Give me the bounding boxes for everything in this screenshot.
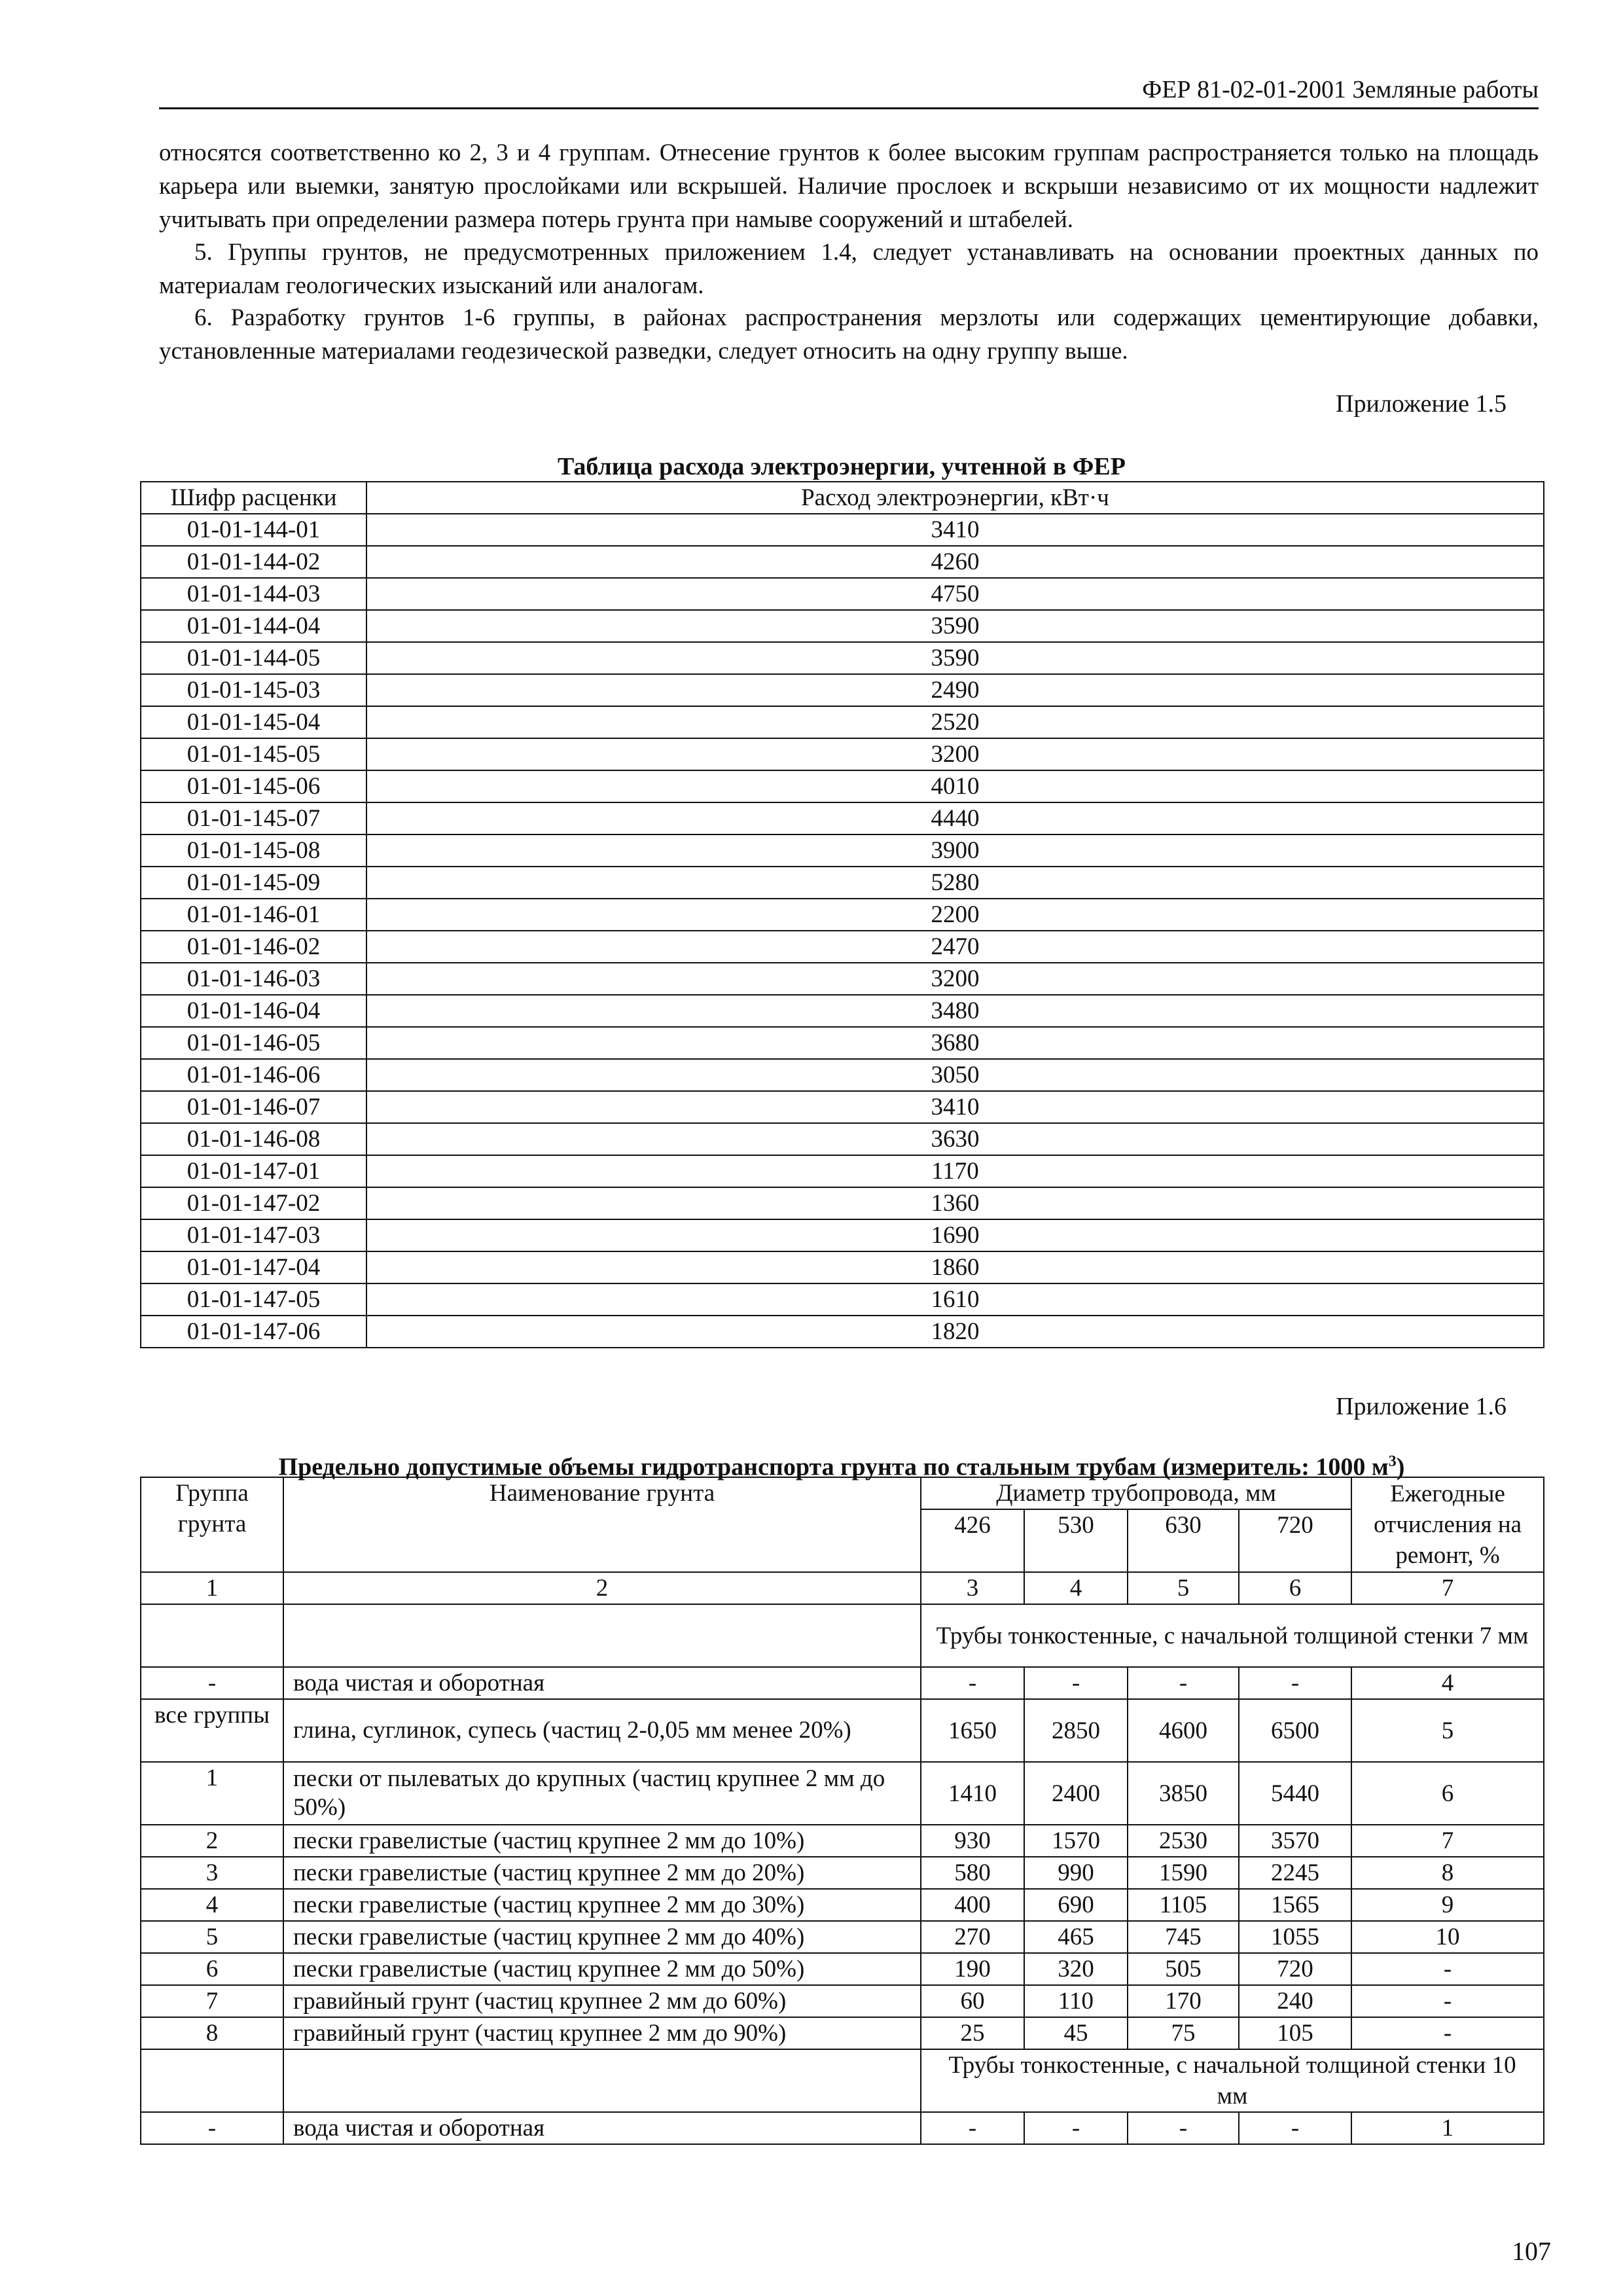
d426-cell: 25 xyxy=(921,2017,1024,2049)
d426-cell: - xyxy=(921,2112,1024,2144)
d720-cell: 720 xyxy=(1239,1953,1351,1985)
rate-code-cell: 01-01-145-07 xyxy=(141,802,366,834)
d530-cell: - xyxy=(1024,1667,1128,1699)
table-row xyxy=(141,1316,1544,1348)
d426-cell: 190 xyxy=(921,1953,1024,1985)
table-row xyxy=(141,1953,1544,1985)
d530-cell: 1570 xyxy=(1024,1825,1128,1857)
consumption-cell: 1820 xyxy=(366,1316,1544,1348)
table-row xyxy=(141,546,1544,578)
table-row xyxy=(141,867,1544,899)
d720-cell: - xyxy=(1239,1667,1351,1699)
d720-cell: - xyxy=(1239,2112,1351,2144)
group-cell: 1 xyxy=(141,1762,283,1825)
consumption-cell: 4010 xyxy=(366,770,1544,802)
hydrotransport-table xyxy=(140,1477,1544,2145)
repair-cell: 5 xyxy=(1351,1699,1544,1762)
consumption-cell: 4750 xyxy=(366,578,1544,610)
rate-code-cell: 01-01-147-06 xyxy=(141,1316,366,1348)
repair-cell: - xyxy=(1351,1953,1544,1985)
table-row xyxy=(141,1699,1544,1762)
repair-cell: 6 xyxy=(1351,1762,1544,1825)
d530-cell: 110 xyxy=(1024,1985,1128,2017)
d720-cell: 1055 xyxy=(1239,1921,1351,1953)
group-cell: 6 xyxy=(141,1953,283,1985)
consumption-cell: 3480 xyxy=(366,995,1544,1027)
header-diameter: Диаметр трубопровода, мм xyxy=(921,1477,1351,1509)
consumption-cell: 3900 xyxy=(366,834,1544,867)
d630-cell: 4600 xyxy=(1128,1699,1239,1762)
column-number-cell: 7 xyxy=(1351,1572,1544,1604)
rate-code-cell: 01-01-147-02 xyxy=(141,1187,366,1219)
rate-code-cell: 01-01-145-03 xyxy=(141,674,366,706)
rate-code-cell: 01-01-144-02 xyxy=(141,546,366,578)
consumption-cell: 3200 xyxy=(366,738,1544,770)
table-row xyxy=(141,1921,1544,1953)
column-number-cell: 1 xyxy=(141,1572,283,1604)
rate-code-cell: 01-01-146-03 xyxy=(141,963,366,995)
d720-cell: 5440 xyxy=(1239,1762,1351,1825)
header-title: ФЕР 81-02-01-2001 Земляные работы xyxy=(1142,76,1539,103)
d720-cell: 105 xyxy=(1239,2017,1351,2049)
table-row xyxy=(141,514,1544,546)
header-diameter-630: 630 xyxy=(1128,1509,1239,1572)
section-empty-cell xyxy=(283,1604,921,1667)
group-cell: 7 xyxy=(141,1985,283,2017)
soil-name-cell: пески гравелистые (частиц крупнее 2 мм до 30%) xyxy=(283,1889,921,1921)
soil-name-cell: пески гравелистые (частиц крупнее 2 мм до 40%) xyxy=(283,1921,921,1953)
rate-code-cell: 01-01-146-01 xyxy=(141,899,366,931)
column-number-row xyxy=(141,1572,1544,1604)
consumption-cell: 2470 xyxy=(366,931,1544,963)
repair-cell: 10 xyxy=(1351,1921,1544,1953)
soil-name-cell: глина, суглинок, супесь (частиц 2-0,05 мм менее 20%) xyxy=(283,1699,921,1762)
page-number: 107 xyxy=(1512,2236,1551,2266)
d630-cell: 1590 xyxy=(1128,1857,1239,1889)
rate-code-cell: 01-01-145-05 xyxy=(141,738,366,770)
table-1-6-title-text: Предельно допустимые объемы гидротранспорта грунта по стальным трубам (измеритель: 1000 м xyxy=(278,1453,1389,1481)
d426-cell: 400 xyxy=(921,1889,1024,1921)
rate-code-cell: 01-01-145-09 xyxy=(141,867,366,899)
consumption-cell: 1360 xyxy=(366,1187,1544,1219)
rate-code-cell: 01-01-147-05 xyxy=(141,1283,366,1316)
table-row xyxy=(141,1027,1544,1059)
table-row xyxy=(141,899,1544,931)
group-cell: 2 xyxy=(141,1825,283,1857)
table-row xyxy=(141,642,1544,674)
consumption-cell: 3630 xyxy=(366,1123,1544,1155)
table-header-row xyxy=(141,482,1544,514)
table-row xyxy=(141,931,1544,963)
table-row xyxy=(141,2017,1544,2049)
d720-cell: 240 xyxy=(1239,1985,1351,2017)
page-header xyxy=(159,73,1539,109)
column-number-cell: 2 xyxy=(283,1572,921,1604)
repair-cell: 8 xyxy=(1351,1857,1544,1889)
d530-cell: 990 xyxy=(1024,1857,1128,1889)
group-cell: - xyxy=(141,2112,283,2144)
column-number-cell: 5 xyxy=(1128,1572,1239,1604)
header-diameter-720: 720 xyxy=(1239,1509,1351,1572)
column-number-cell: 4 xyxy=(1024,1572,1128,1604)
d530-cell: 2850 xyxy=(1024,1699,1128,1762)
column-header-consumption: Расход электроэнергии, кВт·ч xyxy=(366,482,1544,514)
electricity-table xyxy=(140,481,1544,1348)
d530-cell: 690 xyxy=(1024,1889,1128,1921)
table-row xyxy=(141,1091,1544,1123)
d720-cell: 2245 xyxy=(1239,1857,1351,1889)
d530-cell: 465 xyxy=(1024,1921,1128,1953)
rate-code-cell: 01-01-145-08 xyxy=(141,834,366,867)
table-row xyxy=(141,1985,1544,2017)
d720-cell: 3570 xyxy=(1239,1825,1351,1857)
d530-cell: 2400 xyxy=(1024,1762,1128,1825)
table-row xyxy=(141,834,1544,867)
consumption-cell: 3050 xyxy=(366,1059,1544,1091)
section-10mm-row xyxy=(141,2049,1544,2112)
d630-cell: 745 xyxy=(1128,1921,1239,1953)
consumption-cell: 2490 xyxy=(366,674,1544,706)
soil-name-cell: пески от пылеватых до крупных (частиц крупнее 2 мм до 50%) xyxy=(283,1762,921,1825)
table-row xyxy=(141,578,1544,610)
d630-cell: 505 xyxy=(1128,1953,1239,1985)
table-row xyxy=(141,706,1544,738)
header-group: Группа грунта xyxy=(141,1477,283,1572)
soil-name-cell: пески гравелистые (частиц крупнее 2 мм до 50%) xyxy=(283,1953,921,1985)
rate-code-cell: 01-01-144-05 xyxy=(141,642,366,674)
section-10mm-label: Трубы тонкостенные, с начальной толщиной стенки 10 мм xyxy=(921,2049,1544,2112)
consumption-cell: 3590 xyxy=(366,642,1544,674)
paragraph-5: 5. Группы грунтов, не предусмотренных приложением 1.4, следует устанавливать на основании проектных данных по материалам геологических изысканий или аналогам. xyxy=(159,239,1539,299)
d426-cell: - xyxy=(921,1667,1024,1699)
section-empty-cell xyxy=(283,2049,921,2112)
table-row xyxy=(141,2112,1544,2144)
table-row xyxy=(141,738,1544,770)
soil-name-cell: пески гравелистые (частиц крупнее 2 мм до 10%) xyxy=(283,1825,921,1857)
table-row xyxy=(141,1825,1544,1857)
table-row xyxy=(141,1857,1544,1889)
d426-cell: 1410 xyxy=(921,1762,1024,1825)
appendix-1-6-label: Приложение 1.6 xyxy=(1336,1393,1507,1420)
consumption-cell: 1170 xyxy=(366,1155,1544,1187)
table-1-5-title: Таблица расхода электроэнергии, учтенной в ФЕР xyxy=(557,453,1126,480)
column-number-cell: 3 xyxy=(921,1572,1024,1604)
repair-cell: 9 xyxy=(1351,1889,1544,1921)
rate-code-cell: 01-01-147-04 xyxy=(141,1251,366,1283)
d530-cell: - xyxy=(1024,2112,1128,2144)
consumption-cell: 3200 xyxy=(366,963,1544,995)
d426-cell: 60 xyxy=(921,1985,1024,2017)
table-row xyxy=(141,1187,1544,1219)
consumption-cell: 3410 xyxy=(366,514,1544,546)
table-row xyxy=(141,1059,1544,1091)
header-diameter-426: 426 xyxy=(921,1509,1024,1572)
table-row xyxy=(141,1219,1544,1251)
table-row xyxy=(141,1123,1544,1155)
d530-cell: 320 xyxy=(1024,1953,1128,1985)
soil-name-cell: гравийный грунт (частиц крупнее 2 мм до 60%) xyxy=(283,1985,921,2017)
d630-cell: - xyxy=(1128,1667,1239,1699)
table-row xyxy=(141,610,1544,642)
group-cell: все группы xyxy=(141,1699,283,1762)
group-cell: - xyxy=(141,1667,283,1699)
section-empty-cell xyxy=(141,2049,283,2112)
column-number-cell: 6 xyxy=(1239,1572,1351,1604)
d630-cell: - xyxy=(1128,2112,1239,2144)
rate-code-cell: 01-01-145-06 xyxy=(141,770,366,802)
column-header-code: Шифр расценки xyxy=(141,482,366,514)
table-row xyxy=(141,1283,1544,1316)
repair-cell: - xyxy=(1351,2017,1544,2049)
consumption-cell: 4260 xyxy=(366,546,1544,578)
repair-cell: 1 xyxy=(1351,2112,1544,2144)
header-repair: Ежегодные отчисления на ремонт, % xyxy=(1351,1477,1544,1572)
title-superscript: 3 xyxy=(1388,1453,1397,1470)
table-row xyxy=(141,1889,1544,1921)
d426-cell: 930 xyxy=(921,1825,1024,1857)
rate-code-cell: 01-01-146-05 xyxy=(141,1027,366,1059)
appendix-1-5-label: Приложение 1.5 xyxy=(1336,390,1507,418)
group-cell: 4 xyxy=(141,1889,283,1921)
d630-cell: 3850 xyxy=(1128,1762,1239,1825)
title-closing: ) xyxy=(1396,1453,1405,1481)
table-row xyxy=(141,1155,1544,1187)
soil-name-cell: вода чистая и оборотная xyxy=(283,2112,921,2144)
rate-code-cell: 01-01-146-04 xyxy=(141,995,366,1027)
table-row xyxy=(141,770,1544,802)
d530-cell: 45 xyxy=(1024,2017,1128,2049)
header-row-1 xyxy=(141,1477,1544,1509)
d720-cell: 6500 xyxy=(1239,1699,1351,1762)
d720-cell: 1565 xyxy=(1239,1889,1351,1921)
section-7mm-label: Трубы тонкостенные, с начальной толщиной стенки 7 мм xyxy=(921,1604,1544,1667)
rate-code-cell: 01-01-144-03 xyxy=(141,578,366,610)
electricity-table-body xyxy=(141,482,1544,1348)
paragraph-continuation: относятся соответственно ко 2, 3 и 4 группам. Отнесение грунтов к более высоким группам распространяется только на площадь карьера или выемки, занятую прослойками или вскрышей. Наличие прослоек и вскрыши независимо от их мощности надлежит учитывать при определении размера потерь грунта при намыве сооружений и штабелей. xyxy=(159,139,1539,233)
rate-code-cell: 01-01-144-04 xyxy=(141,610,366,642)
d630-cell: 170 xyxy=(1128,1985,1239,2017)
consumption-cell: 3590 xyxy=(366,610,1544,642)
consumption-cell: 2200 xyxy=(366,899,1544,931)
group-cell: 3 xyxy=(141,1857,283,1889)
consumption-cell: 1860 xyxy=(366,1251,1544,1283)
header-diameter-530: 530 xyxy=(1024,1509,1128,1572)
section-empty-cell xyxy=(141,1604,283,1667)
consumption-cell: 1690 xyxy=(366,1219,1544,1251)
table-row xyxy=(141,802,1544,834)
group-cell: 8 xyxy=(141,2017,283,2049)
repair-cell: 7 xyxy=(1351,1825,1544,1857)
rate-code-cell: 01-01-147-01 xyxy=(141,1155,366,1187)
rate-code-cell: 01-01-146-06 xyxy=(141,1059,366,1091)
consumption-cell: 3410 xyxy=(366,1091,1544,1123)
consumption-cell: 3680 xyxy=(366,1027,1544,1059)
rate-code-cell: 01-01-145-04 xyxy=(141,706,366,738)
d630-cell: 2530 xyxy=(1128,1825,1239,1857)
hydrotransport-table-body xyxy=(141,1477,1544,2144)
rate-code-cell: 01-01-146-02 xyxy=(141,931,366,963)
consumption-cell: 1610 xyxy=(366,1283,1544,1316)
repair-cell: - xyxy=(1351,1985,1544,2017)
soil-name-cell: гравийный грунт (частиц крупнее 2 мм до 90%) xyxy=(283,2017,921,2049)
consumption-cell: 5280 xyxy=(366,867,1544,899)
rate-code-cell: 01-01-146-08 xyxy=(141,1123,366,1155)
table-row xyxy=(141,1762,1544,1825)
group-cell: 5 xyxy=(141,1921,283,1953)
table-row xyxy=(141,1251,1544,1283)
table-row xyxy=(141,674,1544,706)
d630-cell: 1105 xyxy=(1128,1889,1239,1921)
paragraph-6: 6. Разработку грунтов 1-6 группы, в районах распространения мерзлоты или содержащих цементирующие добавки, установленные материалами геодезической разведки, следует относить на одну группу выше. xyxy=(159,304,1539,365)
table-row xyxy=(141,963,1544,995)
table-row xyxy=(141,1667,1544,1699)
table-row xyxy=(141,995,1544,1027)
d630-cell: 75 xyxy=(1128,2017,1239,2049)
consumption-cell: 2520 xyxy=(366,706,1544,738)
section-7mm-row xyxy=(141,1604,1544,1667)
soil-name-cell: вода чистая и оборотная xyxy=(283,1667,921,1699)
d426-cell: 270 xyxy=(921,1921,1024,1953)
rate-code-cell: 01-01-147-03 xyxy=(141,1219,366,1251)
d426-cell: 1650 xyxy=(921,1699,1024,1762)
soil-name-cell: пески гравелистые (частиц крупнее 2 мм до 20%) xyxy=(283,1857,921,1889)
repair-cell: 4 xyxy=(1351,1667,1544,1699)
consumption-cell: 4440 xyxy=(366,802,1544,834)
rate-code-cell: 01-01-146-07 xyxy=(141,1091,366,1123)
rate-code-cell: 01-01-144-01 xyxy=(141,514,366,546)
d426-cell: 580 xyxy=(921,1857,1024,1889)
header-name: Наименование грунта xyxy=(283,1477,921,1572)
